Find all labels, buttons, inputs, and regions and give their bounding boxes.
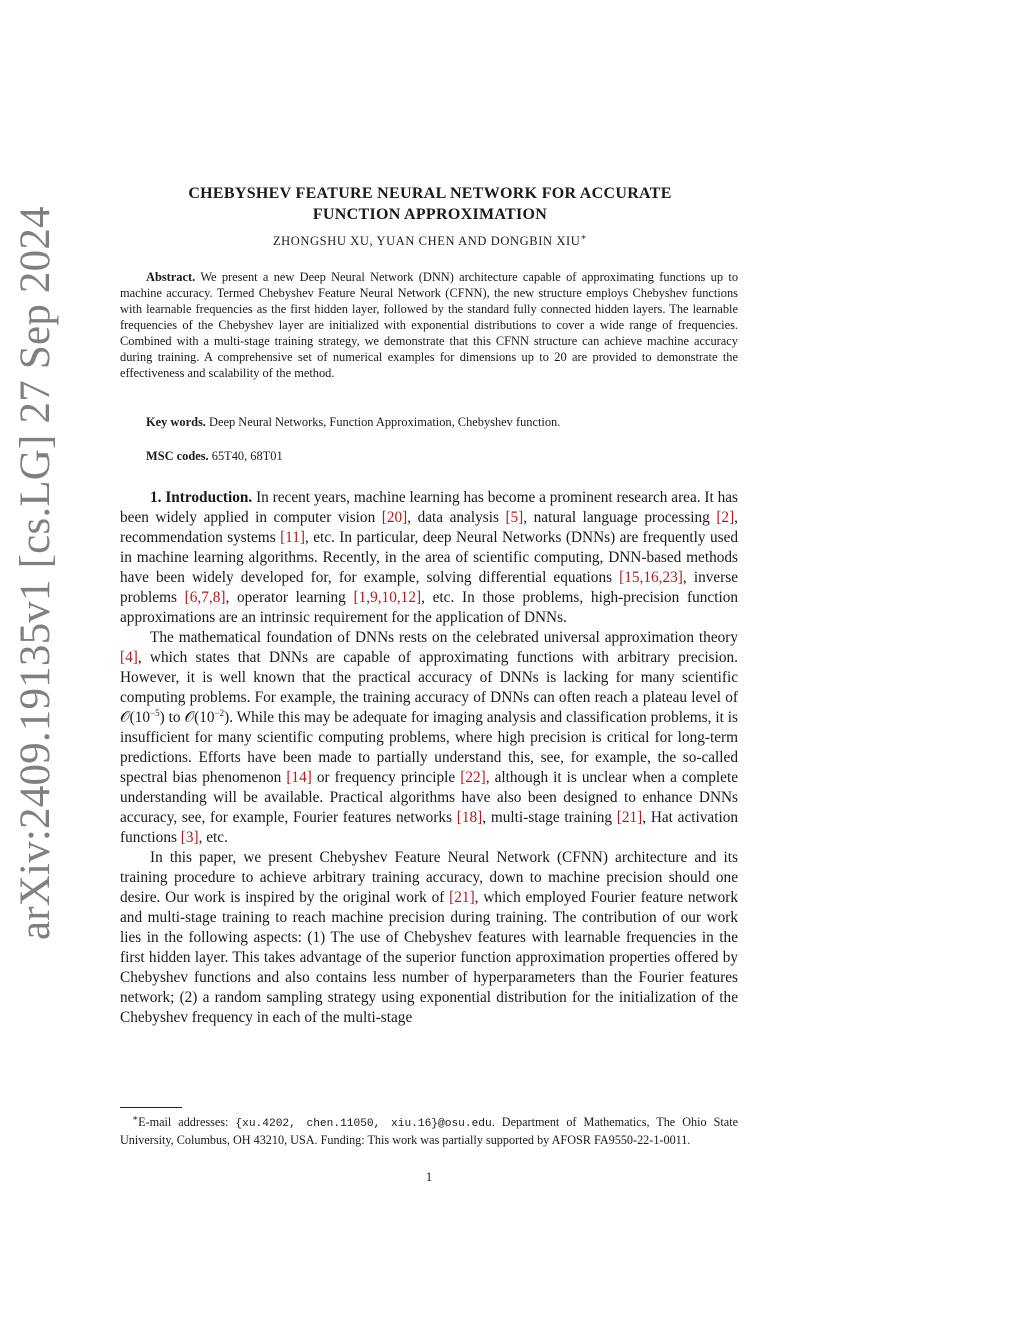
email-addresses[interactable]: {xu.4202, chen.11050, xiu.16}@osu.edu bbox=[235, 1118, 492, 1130]
author-footnote-mark: ∗ bbox=[580, 231, 588, 242]
title-line-2: FUNCTION APPROXIMATION bbox=[312, 206, 548, 223]
author-list bbox=[120, 231, 740, 249]
footnote-mark: ∗ bbox=[132, 1112, 139, 1123]
text-run: ) to 𝒪(10 bbox=[159, 709, 215, 726]
text-run: , which states that DNNs are capable of approximating functions with arbitrary precision. However, it is well known that the practical accuracy of DNNs is lacking for many scientific computing problems. For example, the training accuracy of DNNs can often reach a plateau level of 𝒪(10 bbox=[120, 649, 738, 726]
citation-link[interactable]: [4] bbox=[120, 649, 138, 666]
text-run: , inverse problems bbox=[120, 569, 738, 606]
citation-link[interactable]: [14] bbox=[286, 769, 312, 786]
text-run: , operator learning bbox=[225, 589, 354, 606]
abstract-label: Abstract. bbox=[146, 270, 196, 284]
text-run: ). While this may be adequate for imaging analysis and classification problems, it is insufficient for many scientific computing problems, where high precision is critical for long-term predictions. Efforts have been made to partially understand this, see, for example, the so-called spectral bias phenomenon bbox=[120, 709, 739, 786]
text-run: , etc. bbox=[198, 829, 228, 846]
msc-codes bbox=[120, 448, 738, 464]
text-run: In this paper, we present Chebyshev Feature Neural Network (CFNN) architecture and its training procedure to achieve arbitrary training accuracy, down to machine precision should one desire. Our work is inspired by the original work of bbox=[120, 849, 738, 906]
section-number: 1. bbox=[150, 489, 162, 506]
citation-link[interactable]: [20] bbox=[381, 509, 408, 526]
text-run: , etc. In those problems, high-precision function approximations are an intrinsic requirement for the application of DNNs. bbox=[120, 589, 738, 626]
citation-link[interactable]: [1,9,10,12] bbox=[353, 589, 422, 606]
citation-link[interactable]: [2] bbox=[716, 509, 735, 526]
exponent: −2 bbox=[214, 707, 225, 718]
citation-link[interactable]: [21] bbox=[616, 809, 643, 826]
exponent: −5 bbox=[150, 707, 160, 718]
msc-label: MSC codes. bbox=[146, 449, 209, 463]
footnote-suffix: . Department of Mathematics, The Ohio State University, Columbus, OH 43210, USA. Funding: This work was partially supported by AFOSR FA9550-22-1-0011. bbox=[120, 1115, 738, 1147]
keywords bbox=[120, 414, 738, 430]
abstract-text: We present a new Deep Neural Network (DNN) architecture capable of approximating functions up to machine accuracy. Termed Chebyshev Feature Neural Network (CFNN), the new structure employs Chebyshev functions with learnable frequencies as the first hidden layer, followed by the standard fully connected hidden layers. The learnable frequencies of the Chebyshev layer are initialized with exponential distributions to cover a wide range of frequencies. Combined with a multi-stage training strategy, we demonstrate that this CFNN structure can achieve machine accuracy during training. A comprehensive set of numerical examples for dimensions up to 20 are provided to demonstrate the effectiveness and scalability of the method. bbox=[120, 270, 739, 380]
citation-link[interactable]: [22] bbox=[460, 769, 486, 786]
msc-text: 65T40, 68T01 bbox=[211, 449, 283, 463]
citation-link[interactable]: [6,7,8] bbox=[184, 589, 226, 606]
citation-link[interactable]: [3] bbox=[180, 829, 199, 846]
intro-paragraph-2 bbox=[120, 628, 738, 848]
text-run: or frequency principle bbox=[311, 769, 461, 786]
text-run: , data analysis bbox=[407, 509, 506, 526]
citation-link[interactable]: [5] bbox=[505, 509, 524, 526]
text-run: In recent years, machine learning has become a prominent research area. It has been widely applied in computer vision bbox=[120, 489, 738, 526]
text-run: , etc. In particular, deep Neural Networks (DNNs) are frequently used in machine learning algorithms. Recently, in the area of scientific computing, DNN-based methods have been widely developed for, for example, solving differential equations bbox=[120, 529, 739, 586]
text-run: , natural language processing bbox=[523, 509, 717, 526]
text-run: , although it is unclear when a complete understanding will be available. Practical algorithms have also been designed to enhance DNNs accuracy, see, for example, Fourier features networks bbox=[120, 769, 738, 826]
text-run: , Hat activation functions bbox=[120, 809, 738, 846]
text-run: , recommendation systems bbox=[120, 509, 738, 546]
citation-link[interactable]: [15,16,23] bbox=[619, 569, 683, 586]
intro-paragraph-1 bbox=[120, 488, 738, 628]
intro-paragraph-3 bbox=[120, 848, 738, 1028]
text-run: The mathematical foundation of DNNs rests on the celebrated universal approximation theory bbox=[150, 629, 738, 646]
keywords-text: Deep Neural Networks, Function Approximation, Chebyshev function. bbox=[209, 415, 561, 429]
arxiv-identifier-stamp: arXiv:2409.19135v1 [cs.LG] 27 Sep 2024 bbox=[12, 206, 59, 940]
citation-link[interactable]: [11] bbox=[280, 529, 305, 546]
footnote-prefix: E-mail addresses: bbox=[138, 1115, 236, 1129]
citation-link[interactable]: [21] bbox=[449, 889, 475, 906]
paper-title bbox=[120, 183, 740, 225]
citation-link[interactable]: [18] bbox=[456, 809, 483, 826]
authors-text: ZHONGSHU XU, YUAN CHEN AND DONGBIN XIU bbox=[272, 234, 581, 248]
keywords-label: Key words. bbox=[146, 415, 206, 429]
introduction-section bbox=[120, 488, 738, 1028]
text-run: , which employed Fourier feature network and multi-stage training to reach machine precision during training. The contribution of our work lies in the following aspects: (1) The use of Chebyshev features with learnable frequencies in the first hidden layer. This takes advantage of the superior function approximation properties offered by Chebyshev functions and also contains less number of hyperparameters than the Fourier features network; (2) a random sampling strategy using exponential distribution for the initialization of the Chebyshev frequency in each of the multi-stage bbox=[120, 889, 738, 1026]
page-number: 1 bbox=[425, 1169, 433, 1184]
footnote-divider bbox=[120, 1107, 182, 1108]
footnote bbox=[120, 1114, 738, 1148]
abstract bbox=[120, 269, 738, 381]
text-run: , multi-stage training bbox=[482, 809, 617, 826]
section-heading: Introduction. bbox=[165, 489, 253, 506]
title-line-1: CHEBYSHEV FEATURE NEURAL NETWORK FOR ACCURATE bbox=[188, 185, 672, 202]
